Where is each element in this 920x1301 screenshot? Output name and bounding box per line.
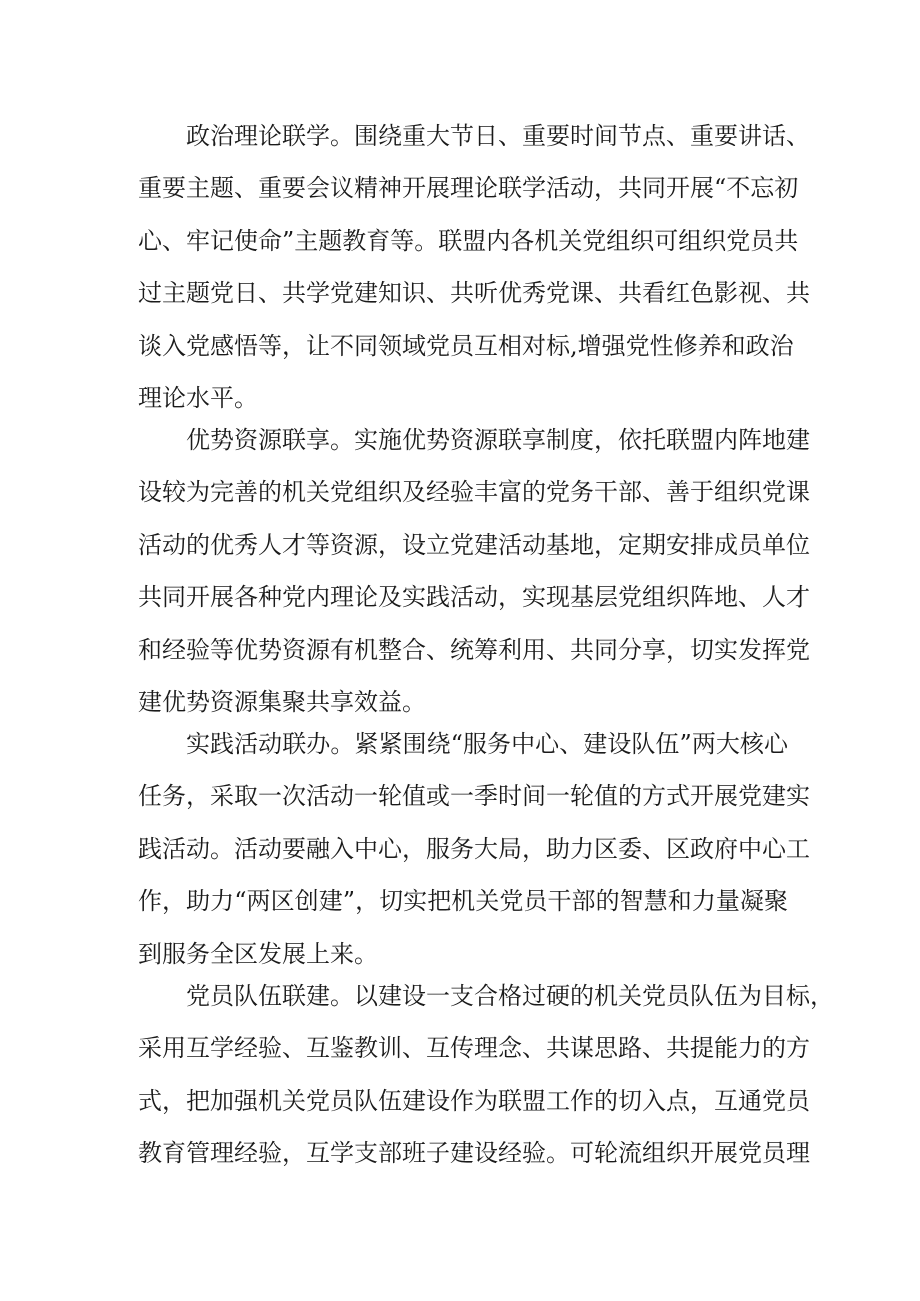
text-line: 作，助力“两区创建”，切实把机关党员干部的智慧和力量凝聚 — [138, 887, 788, 916]
text-line: 任务，采取一次活动一轮值或一季时间一轮值的方式开展党建实 — [138, 782, 810, 811]
text-line: 共同开展各种党内理论及实践活动，实现基层党组织阵地、人才 — [138, 583, 810, 612]
text-line: 心、牢记使命”主题教育等。联盟内各机关党组织可组织党员共 — [138, 226, 799, 255]
text-line: 过主题党日、共学党建知识、共听优秀党课、共看红色影视、共 — [138, 279, 810, 308]
text-line: 重要主题、重要会议精神开展理论联学活动，共同开展“不忘初 — [138, 174, 799, 203]
paragraph-team-building — [138, 970, 834, 1180]
text-line: 式，把加强机关党员队伍建设作为联盟工作的切入点，互通党员 — [138, 1086, 810, 1115]
text-line: 教育管理经验，互学支部班子建设经验。可轮流组织开展党员理 — [138, 1139, 810, 1168]
text-line: 优势资源联享。实施优势资源联享制度，依托联盟内阵地建 — [186, 426, 810, 454]
paragraph-practice-activities — [138, 718, 810, 980]
text-line: 理论水平。 — [138, 383, 258, 412]
text-line: 和经验等优势资源有机整合、统筹利用、共同分享，切实发挥党 — [138, 635, 810, 664]
text-line: 建优势资源集聚共享效益。 — [138, 687, 426, 716]
text-line: 活动的优秀人才等资源，设立党建活动基地，定期安排成员单位 — [138, 530, 810, 559]
paragraph-political-theory — [138, 110, 810, 424]
text-line: 谈入党感悟等，让不同领域党员互相对标,增强党性修养和政治 — [138, 331, 794, 360]
text-line: 党员队伍联建。以建设一支合格过硬的机关党员队伍为目标， — [186, 982, 834, 1010]
text-line: 设较为完善的机关党组织及经验丰富的党务干部、善于组织党课 — [138, 478, 810, 507]
paragraph-resource-sharing — [138, 414, 810, 728]
text-line: 政治理论联学。围绕重大节日、重要时间节点、重要讲话、 — [186, 122, 810, 150]
text-line: 践活动。活动要融入中心，服务大局，助力区委、区政府中心工 — [138, 834, 810, 863]
text-line: 到服务全区发展上来。 — [138, 939, 378, 968]
text-line: 采用互学经验、互鉴教训、互传理念、共谋思路、共提能力的方 — [138, 1034, 810, 1063]
text-line: 实践活动联办。紧紧围绕“服务中心、建设队伍”两大核心 — [186, 730, 788, 758]
